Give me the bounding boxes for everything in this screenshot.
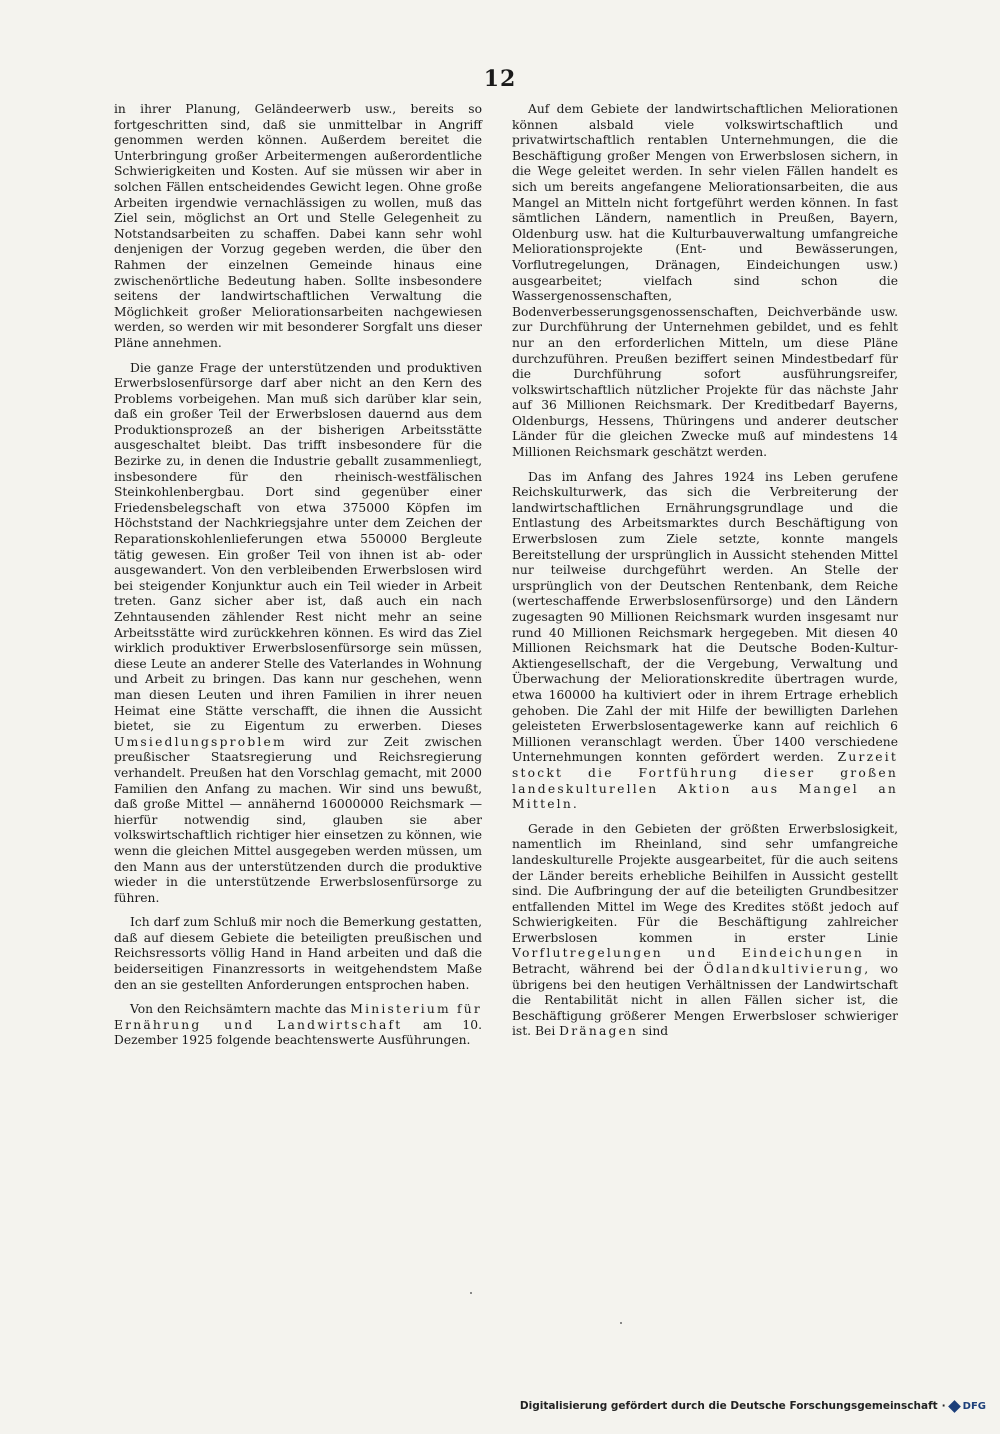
right-paragraph-3-text-b: in Betracht, während bei der — [512, 946, 898, 977]
scan-speck — [620, 1322, 622, 1324]
page-number: 12 — [483, 66, 517, 92]
ministerium-spaced: Ministerium für Ernährung und Landwirtschaft — [114, 1002, 482, 1032]
footer — [520, 1400, 986, 1412]
left-paragraph-1: in ihrer Planung, Geländeerwerb usw., bereits so fortgeschritten sind, daß sie unmittelbar in Angriff genommen werden können. Außerdem bereitet die Unterbringung großer Arbeitermengen außerordentliche Schwierigkeiten und Kosten. Auf sie müssen wir aber in solchen Fällen entscheidendes Gewicht legen. Ohne große Arbeiten irgendwie vernachlässigen zu wollen, muß das Ziel sein, möglichst an Ort und Stelle Gelegenheit zu Notstandsarbeiten zu schaffen. Dabei kann sehr wohl denjenigen der Vorzug gegeben werden, die über den Rahmen der einzelnen Gemeinde hinaus eine zwischenörtliche Bedeutung haben. Sollte insbesondere seitens der landwirtschaftlichen Verwaltung die Möglichkeit großer Meliorationsarbeiten nachgewiesen werden, so werden wir mit besonderer Sorgfalt uns dieser Pläne annehmen. — [114, 102, 482, 350]
footer-text: Digitalisierung gefördert durch die Deutsche Forschungsgemeinschaft — [519, 1400, 938, 1412]
scan-speck — [470, 1292, 472, 1294]
umsiedlungsproblem-spaced: Umsiedlungsproblem — [114, 734, 287, 749]
right-paragraph-3 — [512, 822, 898, 1040]
dfg-logo-icon — [948, 1400, 961, 1413]
left-paragraph-2 — [114, 361, 482, 907]
footer-separator: · — [941, 1400, 946, 1412]
right-paragraph-3-text-c: wo übrigens bei den heutigen Verhältnissen der Landwirtschaft die Rentabilität nicht in allen Fällen sicher ist, die Beschäftigung größerer Mengen Erwerbsloser schwieriger ist. Bei — [512, 962, 898, 1039]
zurzeit-stockt-spaced: Zurzeit stockt die Fortführung dieser großen landeskulturellen Aktion aus Mangel an Mitteln. — [512, 750, 898, 812]
dfg-logo — [950, 1401, 986, 1412]
left-paragraph-4-text-b: am 10. Dezember 1925 folgende beachtenswerte Ausführungen. — [114, 1017, 482, 1048]
dfg-logo-text: DFG — [962, 1400, 986, 1412]
right-paragraph-3-text-d: sind — [642, 1024, 669, 1039]
right-paragraph-3-text-a: Gerade in den Gebieten der größten Erwerbslosigkeit, namentlich im Rheinland, sind sehr umfangreiche landeskulturelle Projekte ausgearbeitet, für die auch seitens der Länder bereits erhebliche Beihilfen in Aussicht gestellt sind. Die Aufbringung der auf die beteiligten Grundbesitzer entfallenden Mittel im Wege des Kredites stößt jedoch auf Schwierigkeiten. Für die Beschäftigung zahlreicher Erwerbslosen kommen in erster Linie — [512, 821, 898, 945]
right-paragraph-1: Auf dem Gebiete der landwirtschaftlichen Meliorationen können alsbald viele volkswirtschaftlich und privatwirtschaftlich rentablen Unternehmungen, die die Beschäftigung großer Mengen von Erwerbslosen sichern, in die Wege geleitet werden. In sehr vielen Fällen handelt es sich um bereits angefangene Meliorationsarbeiten, die aus Mangel an Mitteln nicht fortgeführt werden können. In fast sämtlichen Ländern, namentlich in Preußen, Bayern, Oldenburg usw. hat die Kulturbauverwaltung umfangreiche Meliorationsprojekte (Ent- und Bewässerungen, Vorflutregelungen, Dränagen, Eindeichungen usw.) ausgearbeitet; vielfach sind schon die Wassergenossenschaften, Bodenverbesserungsgenossenschaften, Deichverbände usw. zur Durchführung der Unternehmen gebildet, und es fehlt nur an den erforderlichen Mitteln, um diese Pläne durchzuführen. Preußen beziffert seinen Mindestbedarf für die Durchführung sofort ausführungsreifer, volkswirtschaftlich nützlicher Projekte für das nächste Jahr auf 36 Millionen Reichsmark. Der Kreditbedarf Bayerns, Oldenburgs, Hessens, Thüringens und anderer deutscher Länder für die gleichen Zwecke muß auf mindestens 14 Millionen Reichsmark geschätzt werden. — [512, 102, 898, 460]
draenagen-spaced: Dränagen — [559, 1024, 639, 1039]
left-column — [114, 102, 482, 1058]
oedlandkultivierung-spaced: Ödlandkultivierung, — [703, 962, 871, 977]
left-paragraph-4 — [114, 1002, 482, 1049]
right-paragraph-2-text-a: Das im Anfang des Jahres 1924 ins Leben gerufene Reichskulturwerk, das sich die Verbreiterung der landwirtschaftlichen Ernährungsgrundlage und die Entlastung des Arbeitsmarktes durch Beschäftigung von Erwerbslosen zum Ziele setzte, konnte mangels Bereitstellung der ursprünglich in Aussicht stehenden Mittel nur teilweise durchgeführt werden. An Stelle der ursprünglich von der Deutschen Rentenbank, dem Reiche (werteschaffende Erwerbslosenfürsorge) und den Ländern zugesagten 90 Millionen Reichsmark wurden insgesamt nur rund 40 Millionen Reichsmark hergegeben. Mit diesen 40 Millionen Reichsmark hat die Deutsche Boden-Kultur-Aktiengesellschaft, der die Vergebung, Verwaltung und Überwachung der Meliorationskredite übertragen wurde, etwa 160000 ha kultiviert oder in ihrem Ertrage erheblich gehoben. Die Zahl der mit Hilfe der bewilligten Darlehen geleisteten Erwerbslosentagewerke kann auf reichlich 6 Millionen veranschlagt werden. Über 1400 verschiedene Unternehmungen konnten gefördert werden. — [512, 469, 898, 765]
left-paragraph-4-text-a: Von den Reichsämtern machte das — [129, 1002, 347, 1017]
left-paragraph-3: Ich darf zum Schluß mir noch die Bemerkung gestatten, daß auf diesem Gebiete die beteiligten preußischen und Reichsressorts völlig Hand in Hand arbeiten und daß die beiderseitigen Finanzressorts in weitgehendstem Maße den an sie gestellten Anforderungen entsprochen haben. — [114, 915, 482, 992]
right-column — [512, 102, 898, 1049]
vorflutregelungen-spaced: Vorflutregelungen und Eindeichungen — [512, 946, 865, 961]
left-paragraph-2-text-a: Die ganze Frage der unterstützenden und produktiven Erwerbslosenfürsorge darf aber nicht an den Kern des Problems vorbeigehen. Man muß sich darüber klar sein, daß ein großer Teil der Erwerbslosen dauernd aus dem Produktionsprozeß an der bisherigen Arbeitsstätte ausgeschaltet bleibt. Das trifft insbesondere für die Bezirke zu, in denen die Industrie geballt zusammenliegt, insbesondere für den rheinisch-westfälischen Steinkohlenbergbau. Dort sind gegenüber einer Friedensbelegschaft von etwa 375000 Köpfen im Höchststand der Nachkriegsjahre unter dem Zeichen der Reparationskohlenlieferungen etwa 550000 Bergleute tätig gewesen. Ein großer Teil von ihnen ist ab- oder ausgewandert. Von den verbleibenden Erwerbslosen wird bei steigender Konjunktur auch ein Teil wieder in Arbeit treten. Ganz sicher aber ist, daß auch ein nach Zehntausenden zählender Rest nicht mehr an seine Arbeitsstätte wird zurückkehren können. Es wird das Ziel wirklich produktiver Erwerbslosenfürsorge sein müssen, diese Leute an anderer Stelle des Vaterlandes in Wohnung und Arbeit zu bringen. Das kann nur geschehen, wenn man diesen Leuten und ihren Familien in ihrer neuen Heimat eine Stätte verschafft, die ihnen die Aussicht bietet, sie zu Eigentum zu erwerben. Dieses — [114, 360, 482, 734]
left-paragraph-2-text-b: wird zur Zeit zwischen preußischer Staatsregierung und Reichsregierung verhandelt. Preußen hat den Vorschlag gemacht, mit 2000 Familien den Anfang zu machen. Wir sind uns bewußt, daß große Mittel — annähernd 16000000 Reichsmark — hierfür notwendig sind, glauben sie aber volkswirtschaftlich richtiger hier einsetzen zu können, wie wenn die gleichen Mittel ausgegeben werden müssen, um den Mann aus der unterstützenden durch die produktive wieder in die unterstützende Erwerbslosenfürsorge zu führen. — [114, 734, 482, 905]
right-paragraph-2 — [512, 470, 898, 813]
